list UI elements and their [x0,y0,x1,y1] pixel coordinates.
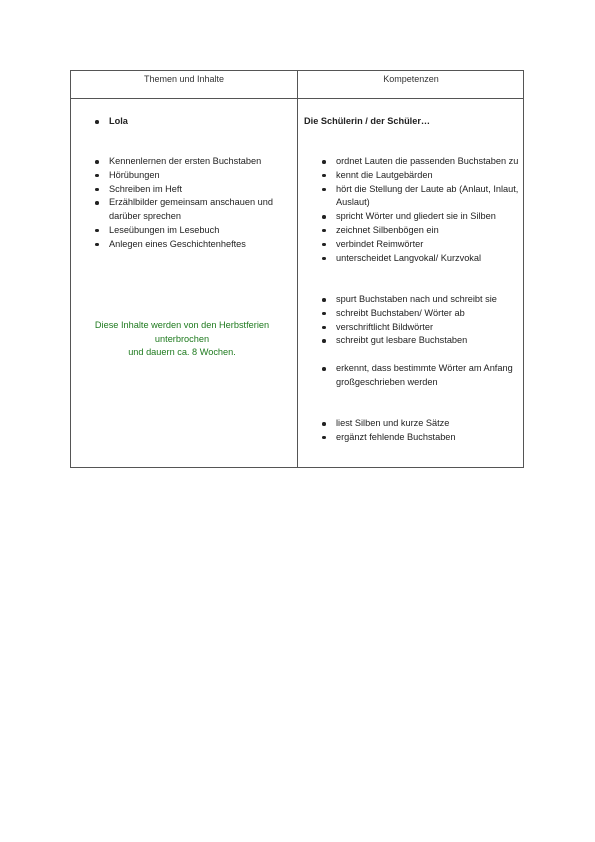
competence-heading: Die Schülerin / der Schüler… [304,116,431,126]
competence-item: kennt die Lautgebärden [319,169,524,183]
competence-item: verschriftlicht Bildwörter [319,321,524,335]
competence-item: verbindet Reimwörter [319,238,524,252]
competence-item: hört die Stellung der Laute ab (Anlaut, Inlaut, Auslaut) [319,183,524,211]
topic-list [92,115,128,129]
header-divider [71,98,523,99]
content-item: Leseübungen im Lesebuch [92,224,292,238]
content-item: Kennenlernen der ersten Buchstaben [92,155,292,169]
competence-list-1 [319,155,524,265]
competence-item: schreibt Buchstaben/ Wörter ab [319,307,524,321]
content-item: Erzählbilder gemeinsam anschauen und darüber sprechen [92,196,292,224]
contents-list [92,155,292,252]
duration-note [81,319,283,360]
note-line: und dauern ca. 8 Wochen. [128,347,236,357]
competence-list-2 [319,293,524,348]
competence-item: unterscheidet Langvokal/ Kurzvokal [319,252,524,266]
competence-list-3 [319,362,524,390]
competence-item: erkennt, dass bestimmte Wörter am Anfang großgeschrieben werden [319,362,524,390]
competence-item: liest Silben und kurze Sätze [319,417,524,431]
note-line: Diese Inhalte werden von den Herbstferien [94,320,270,330]
competence-item: schreibt gut lesbare Buchstaben [319,334,524,348]
competence-item: spricht Wörter und gliedert sie in Silben [319,210,524,224]
note-line: unterbrochen [154,333,210,344]
header-competences: Kompetenzen [383,74,439,84]
competence-list-4 [319,417,524,445]
competence-item: spurt Buchstaben nach und schreibt sie [319,293,524,307]
competence-item: zeichnet Silbenbögen ein [319,224,524,238]
column-divider [297,71,298,467]
curriculum-table [70,70,524,468]
content-item: Anlegen eines Geschichtenheftes [92,238,292,252]
topic-item: Lola [92,115,128,129]
content-item: Hörübungen [92,169,292,183]
competence-item: ordnet Lauten die passenden Buchstaben zu [319,155,524,169]
content-item: Schreiben im Heft [92,183,292,197]
competence-item: ergänzt fehlende Buchstaben [319,431,524,445]
header-themes: Themen und Inhalte [143,74,225,84]
